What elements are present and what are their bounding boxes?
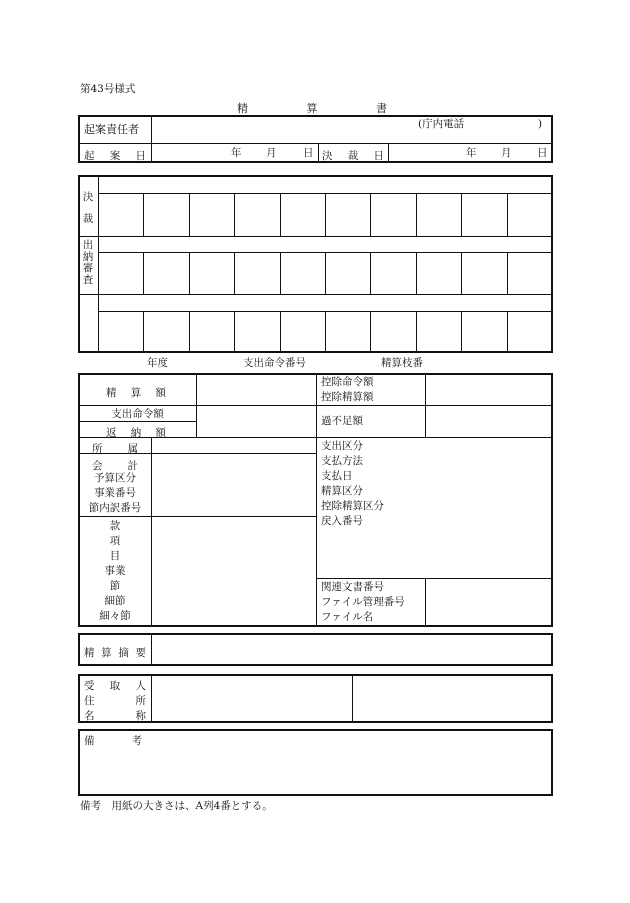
summary-field[interactable] [154, 636, 549, 663]
address-char: 所 [135, 695, 146, 707]
title-char-3: 書 [376, 102, 387, 115]
refund-amount-label [106, 425, 166, 440]
remarks-label [84, 733, 142, 748]
approval-stamp-cell[interactable] [281, 194, 324, 235]
decision-date-char: 裁 [347, 150, 359, 162]
decision-char: 裁 [82, 213, 94, 226]
title-char-2: 算 [306, 102, 318, 115]
settlement-amount-char: 精 [106, 387, 117, 399]
draft-date-label [84, 148, 146, 163]
divider [98, 176, 99, 352]
summary-char: 精 [84, 647, 95, 659]
page-title [237, 100, 387, 116]
excess-shortage-label: 過不足額 [321, 415, 363, 427]
address-char: 住 [84, 695, 95, 707]
divider [318, 144, 319, 162]
divider [388, 144, 389, 162]
summary-char: 要 [135, 647, 146, 659]
divider [316, 374, 317, 626]
responsible-label: 起案責任者 [84, 123, 139, 136]
fiscal-year-label: 年度 [147, 357, 168, 369]
accounting-char: 会 [92, 460, 103, 472]
draft-date-char: 案 [109, 150, 121, 162]
responsible-field[interactable] [154, 117, 414, 141]
department-char: 所 [92, 443, 103, 455]
approval-stamp-cell[interactable] [462, 312, 505, 351]
recipient-field[interactable] [154, 677, 349, 720]
budget-class-label: 予算区分 [94, 472, 136, 484]
budget-item-saisaisetsu: 細々節 [99, 610, 131, 622]
file-name-label: ファイル名 [321, 611, 374, 623]
address-label [84, 693, 146, 708]
payment-method-label: 支払方法 [321, 455, 363, 467]
recipient-char: 取 [109, 680, 121, 692]
approval-stamp-cell[interactable] [326, 312, 369, 351]
accounting-char: 計 [127, 460, 138, 472]
approval-stamp-cell[interactable] [99, 253, 142, 293]
approval-stamp-cell[interactable] [371, 253, 414, 293]
settlement-amount-char: 額 [155, 387, 166, 399]
budget-item-jigyou: 事業 [104, 565, 126, 577]
approval-stamp-cell[interactable] [508, 253, 551, 293]
approval-stamp-cell[interactable] [99, 312, 142, 351]
budget-item-moku: 目 [109, 550, 121, 562]
divider [79, 421, 196, 422]
deduction-settlement-amount-label: 控除精算額 [321, 391, 374, 403]
refund-amount-char: 納 [130, 427, 142, 439]
approval-stamp-cell[interactable] [371, 194, 414, 235]
decision-label [81, 186, 95, 230]
approval-stamp-cell[interactable] [508, 312, 551, 351]
summary-label [84, 645, 146, 660]
name-label [84, 708, 146, 723]
refund-amount-char: 額 [155, 427, 166, 439]
settlement-class-label: 精算区分 [321, 485, 363, 497]
phone-close: ) [538, 118, 543, 130]
approval-stamp-cell[interactable] [190, 312, 233, 351]
return-number-label: 戻入番号 [321, 515, 363, 527]
divider [79, 236, 551, 237]
accounting-label [92, 458, 138, 473]
approval-stamp-cell[interactable] [235, 312, 278, 351]
recipient-char: 人 [135, 680, 146, 692]
remarks-field[interactable] [82, 748, 549, 793]
approval-stamp-cell[interactable] [190, 253, 233, 293]
decision-date-char: 決 [322, 150, 333, 162]
divider [196, 374, 197, 438]
divider [79, 405, 552, 406]
decision-day-unit: 日 [537, 147, 548, 159]
divider [151, 634, 152, 665]
approval-stamp-cell[interactable] [144, 253, 187, 293]
recipient-label [84, 678, 146, 693]
related-doc-number-label: 関連文書番号 [321, 581, 384, 593]
decision-month-unit: 月 [501, 147, 512, 159]
form-number: 第43号様式 [80, 83, 136, 95]
name-char: 称 [135, 710, 146, 722]
file-management-number-label: ファイル管理番号 [321, 596, 405, 608]
approval-stamp-cell[interactable] [371, 312, 414, 351]
approval-stamp-cell[interactable] [462, 194, 505, 235]
approval-stamp-cell[interactable] [281, 253, 324, 293]
deduction-order-amount-label: 控除命令額 [321, 376, 374, 388]
draft-date-char: 起 [84, 150, 95, 162]
department-label [92, 441, 138, 456]
approval-stamp-cell[interactable] [508, 194, 551, 235]
approval-stamp-cell[interactable] [235, 253, 278, 293]
divider [352, 675, 353, 722]
department-char: 属 [127, 443, 138, 455]
approval-stamp-cell[interactable] [326, 194, 369, 235]
divider [425, 374, 426, 438]
payment-class-label: 支出区分 [321, 440, 363, 452]
summary-char: 算 [101, 647, 112, 659]
divider [316, 578, 552, 579]
approval-stamp-cell[interactable] [190, 194, 233, 235]
decision-date-char: 日 [373, 150, 384, 162]
approval-stamp-cell[interactable] [235, 194, 278, 235]
remarks-char: 備 [84, 735, 95, 747]
divider [425, 578, 426, 626]
budget-item-kan: 款 [109, 520, 121, 532]
recipient-char: 受 [84, 680, 95, 692]
refund-amount-char: 返 [106, 427, 117, 439]
payment-date-label: 支払日 [321, 470, 353, 482]
deduction-settlement-class-label: 控除精算区分 [321, 500, 384, 512]
name-char: 名 [84, 710, 95, 722]
budget-item-setsu: 節 [109, 580, 121, 592]
divider [79, 516, 316, 517]
decision-date-label [322, 148, 384, 163]
remarks-char: 考 [131, 735, 142, 747]
settlement-amount-label [106, 385, 166, 400]
draft-day-unit: 日 [303, 147, 314, 159]
approval-stamp-cell[interactable] [144, 312, 187, 351]
footnote: 備考 用紙の大きさは、A列4番とする。 [80, 800, 273, 812]
summary-char: 摘 [118, 647, 129, 659]
divider [79, 143, 551, 144]
divider [151, 116, 152, 162]
approval-stamp-cell[interactable] [462, 253, 505, 293]
section-detail-number-label: 節内訳番号 [88, 502, 142, 514]
decision-char: 決 [82, 191, 94, 203]
budget-item-kou: 項 [109, 535, 121, 547]
treasury-label: 出納審査 [82, 239, 94, 286]
divider [79, 294, 551, 295]
settlement-branch-label: 精算枝番 [381, 357, 423, 369]
divider [151, 675, 152, 722]
recipient-field-2[interactable] [355, 677, 549, 720]
draft-date-char: 日 [135, 150, 146, 162]
decision-year-unit: 年 [466, 147, 477, 159]
draft-year-unit: 年 [231, 147, 242, 159]
budget-item-saisetsu: 細節 [104, 595, 126, 607]
project-number-label: 事業番号 [94, 487, 136, 499]
payment-order-number-label: 支出命令番号 [243, 357, 306, 369]
approval-stamp-cell[interactable] [417, 312, 460, 351]
approval-stamp-cell[interactable] [144, 194, 187, 235]
approval-stamp-cell[interactable] [281, 312, 324, 351]
phone-label: (庁内電話 [418, 118, 465, 130]
approval-stamp-cell[interactable] [99, 194, 142, 235]
approval-stamp-cell[interactable] [417, 253, 460, 293]
payment-order-amount-label: 支出命令額 [111, 408, 164, 420]
title-char-1: 精 [237, 102, 248, 115]
settlement-amount-char: 算 [130, 387, 142, 399]
approval-stamp-cell[interactable] [417, 194, 460, 235]
approval-stamp-cell[interactable] [326, 253, 369, 293]
draft-month-unit: 月 [266, 147, 277, 159]
divider [151, 438, 152, 626]
